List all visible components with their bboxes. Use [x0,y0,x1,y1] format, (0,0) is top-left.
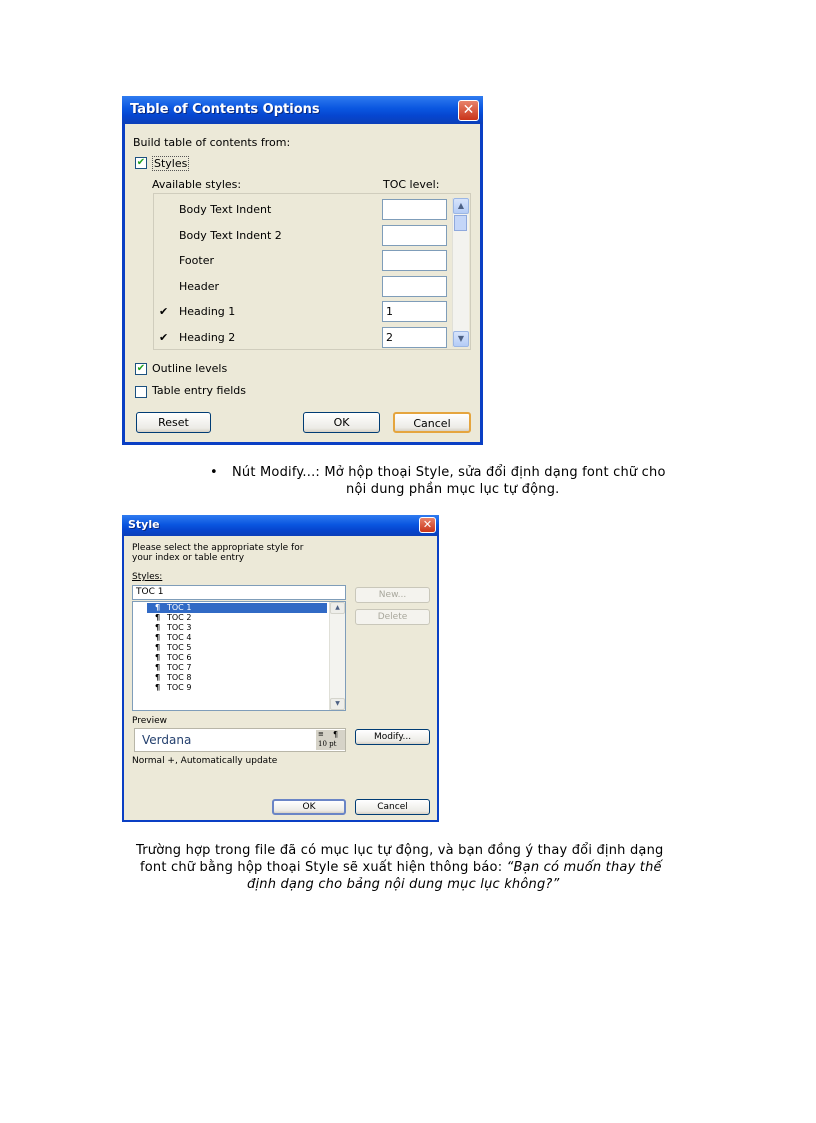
styles-input[interactable]: TOC 1 [132,585,346,600]
cancel-button[interactable]: Cancel [393,412,471,433]
style-list-item-label: TOC 4 [167,633,192,642]
available-styles-label: Available styles: [152,178,242,191]
scroll-up-icon[interactable]: ▲ [453,198,469,214]
pilcrow-icon: ¶ [155,633,161,642]
cancel-button[interactable]: Cancel [355,799,430,815]
style-dialog-title: Style [128,518,160,531]
toc-dialog-title: Table of Contents Options [130,102,320,117]
table-entry-fields-label: Table entry fields [152,384,246,397]
delete-button[interactable]: Delete [355,609,430,625]
row-check-icon: ✔ [159,330,169,344]
close-icon[interactable]: ✕ [419,517,436,533]
preview-font-sample: Verdana [142,733,192,747]
style-list-item-label: TOC 7 [167,663,192,672]
modify-button[interactable]: Modify... [355,729,430,745]
bullet-icon: • [210,465,218,480]
style-list-scrollbar[interactable] [329,602,345,710]
style-list-item[interactable] [147,613,327,623]
style-list-item-label: TOC 9 [167,683,192,692]
toc-dialog-titlebar [122,96,483,124]
style-list-item-label: TOC 8 [167,673,192,682]
preview-size-label: 10 pt [318,740,337,748]
style-list-item-label: TOC 3 [167,623,192,632]
instruction-line2: your index or table entry [132,553,245,563]
pilcrow-icon: ¶ [155,663,161,672]
instruction-line1: Please select the appropriate style for [132,543,304,553]
reset-button[interactable]: Reset [136,412,211,433]
style-row[interactable] [154,276,449,298]
row-style-name: Heading 2 [179,330,236,344]
style-list-item-label: TOC 2 [167,613,192,622]
scroll-thumb[interactable] [454,215,467,231]
toc-level-input[interactable]: 2 [382,327,447,348]
row-check-icon: ✔ [159,305,169,318]
toc-level-input[interactable] [382,225,447,246]
styles-scrollbar[interactable] [452,198,469,347]
style-list-item[interactable] [147,653,327,663]
styles-label: Styles: [132,572,163,582]
new-button[interactable]: New... [355,587,430,603]
toc-level-input[interactable]: 1 [382,301,447,322]
style-row[interactable] [154,250,449,272]
pilcrow-icon: ¶ [155,643,161,652]
row-style-name: Header [179,279,220,293]
toc-level-input[interactable] [382,276,447,297]
style-list-item[interactable] [147,683,327,693]
style-list-item-label: TOC 1 [167,603,192,612]
style-row[interactable] [154,225,449,247]
closing-text-line3: định dạng cho bảng nội dung mục lục không?” [247,877,560,892]
close-icon[interactable]: ✕ [458,100,479,121]
pilcrow-icon: ¶ [155,673,161,682]
style-list-item[interactable] [147,603,327,613]
styles-checkbox[interactable]: ✔ [136,157,146,168]
pilcrow-icon: ¶ [155,683,161,692]
style-list-item[interactable] [147,623,327,633]
preview-label: Preview [132,716,168,726]
row-style-name: Heading 1 [179,305,236,318]
bullet-text-line2: nội dung phần mục lục tự động. [346,482,560,497]
style-dialog [122,515,439,822]
toc-level-input[interactable] [382,250,447,271]
closing-text-line1: Trường hợp trong file đã có mục lục tự động, và bạn đồng ý thay đổi định dạng [136,843,664,858]
outline-levels-label: Outline levels [152,362,228,375]
table-entry-fields-checkbox[interactable] [135,386,147,398]
available-styles-list[interactable] [153,193,471,350]
build-from-label: Build table of contents from: [133,136,291,149]
bullet-text-line1: Nút Modify...: Mở hộp thoại Style, sửa đổi định dạng font chữ cho [232,465,666,480]
row-style-name: Body Text Indent [179,203,272,216]
styles-listbox[interactable] [132,601,346,711]
scroll-down-icon[interactable]: ▼ [330,698,345,710]
closing-text-line2-plain: font chữ bằng hộp thoại Style sẽ xuất hiện thông báo: [140,860,507,875]
align-left-icon: ≡ [318,730,324,738]
pilcrow-icon: ¶ [333,730,339,739]
style-row[interactable] [154,301,449,323]
pilcrow-icon: ¶ [155,623,161,632]
ok-button[interactable]: OK [272,799,346,815]
outline-levels-checkbox[interactable]: ✔ [136,363,146,374]
style-list-item[interactable] [147,633,327,643]
scroll-down-icon[interactable]: ▼ [453,331,469,347]
style-list-item[interactable] [147,643,327,653]
style-list-item[interactable] [147,663,327,673]
style-list-item-label: TOC 6 [167,653,192,662]
preview-box [134,728,346,752]
style-list-item[interactable] [147,673,327,683]
style-description: Normal +, Automatically update [132,756,278,766]
row-style-name: Footer [179,254,214,267]
closing-text-line2 [140,860,662,875]
toc-level-input[interactable] [382,199,447,220]
style-list-item-label: TOC 5 [167,643,192,652]
scroll-up-icon[interactable]: ▲ [330,602,345,614]
preview-format-badge [316,730,345,750]
style-row[interactable] [154,199,449,221]
toc-options-dialog [122,96,483,445]
style-row[interactable] [154,327,449,349]
toc-level-label: TOC level: [383,178,440,191]
row-style-name: Body Text Indent 2 [179,228,282,242]
ok-button[interactable]: OK [303,412,380,433]
closing-text-line2-italic: “Bạn có muốn thay thế [506,860,662,875]
style-dialog-titlebar [122,515,439,536]
pilcrow-icon: ¶ [155,603,161,612]
pilcrow-icon: ¶ [155,613,161,622]
styles-checkbox-label: Styles [154,157,188,170]
pilcrow-icon: ¶ [155,653,161,662]
